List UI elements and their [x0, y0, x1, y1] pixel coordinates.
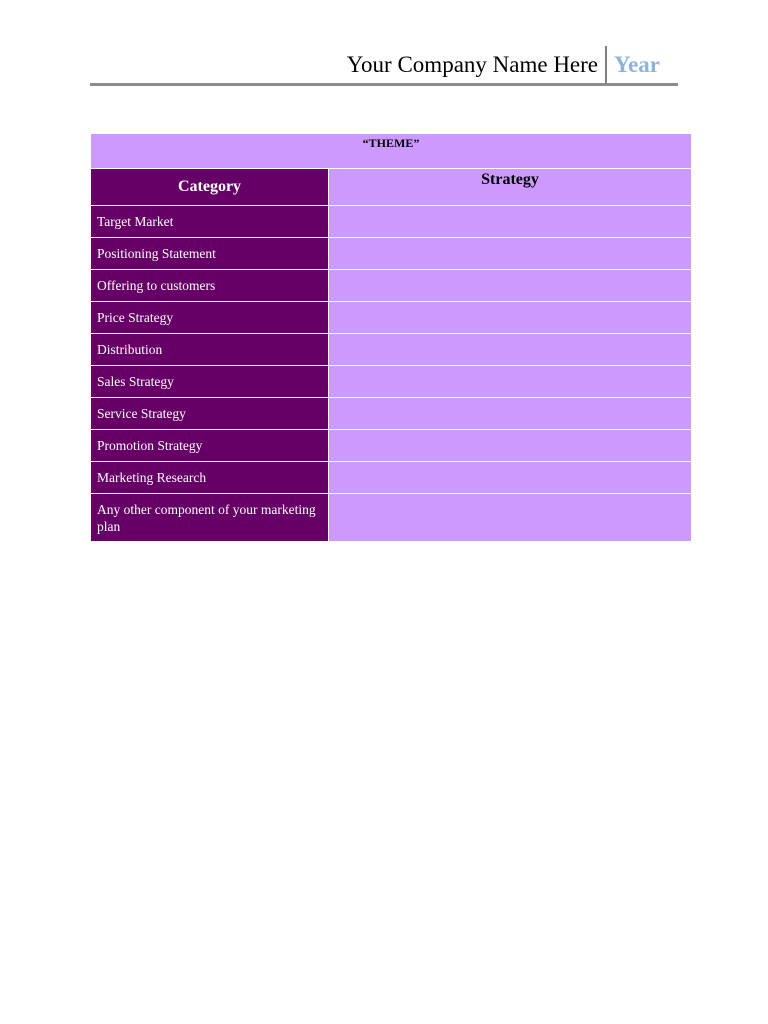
- category-cell: Any other component of your marketing plan: [91, 494, 329, 542]
- category-cell: Promotion Strategy: [91, 430, 329, 462]
- table-row: [91, 238, 692, 270]
- category-cell: Sales Strategy: [91, 366, 329, 398]
- table-row: [91, 270, 692, 302]
- category-header: Category: [91, 169, 329, 206]
- category-cell: Price Strategy: [91, 302, 329, 334]
- strategy-cell[interactable]: [329, 366, 692, 398]
- table-row: [91, 462, 692, 494]
- page-header: [90, 46, 678, 86]
- strategy-cell[interactable]: [329, 334, 692, 366]
- table-row: [91, 494, 692, 542]
- table-row: [91, 398, 692, 430]
- strategy-cell[interactable]: [329, 398, 692, 430]
- strategy-cell[interactable]: [329, 270, 692, 302]
- strategy-cell[interactable]: [329, 238, 692, 270]
- category-cell: Target Market: [91, 206, 329, 238]
- strategy-cell[interactable]: [329, 430, 692, 462]
- header-content: [347, 46, 660, 83]
- year-field[interactable]: Year: [614, 52, 660, 77]
- company-name[interactable]: Your Company Name Here: [346, 52, 599, 77]
- table-row: [91, 366, 692, 398]
- category-cell: Distribution: [91, 334, 329, 366]
- category-cell: Service Strategy: [91, 398, 329, 430]
- strategy-cell[interactable]: [329, 206, 692, 238]
- table-row: [91, 430, 692, 462]
- table-row: [91, 334, 692, 366]
- table-row: [91, 302, 692, 334]
- category-cell: Positioning Statement: [91, 238, 329, 270]
- strategy-cell[interactable]: [329, 494, 692, 542]
- theme-row: [91, 134, 692, 169]
- theme-cell[interactable]: “THEME”: [91, 134, 692, 169]
- table-row: [91, 206, 692, 238]
- header-row: [91, 169, 692, 206]
- marketing-plan-table: [90, 133, 692, 542]
- strategy-header: Strategy: [329, 169, 692, 206]
- strategy-cell[interactable]: [329, 462, 692, 494]
- strategy-cell[interactable]: [329, 302, 692, 334]
- category-cell: Offering to customers: [91, 270, 329, 302]
- category-cell: Marketing Research: [91, 462, 329, 494]
